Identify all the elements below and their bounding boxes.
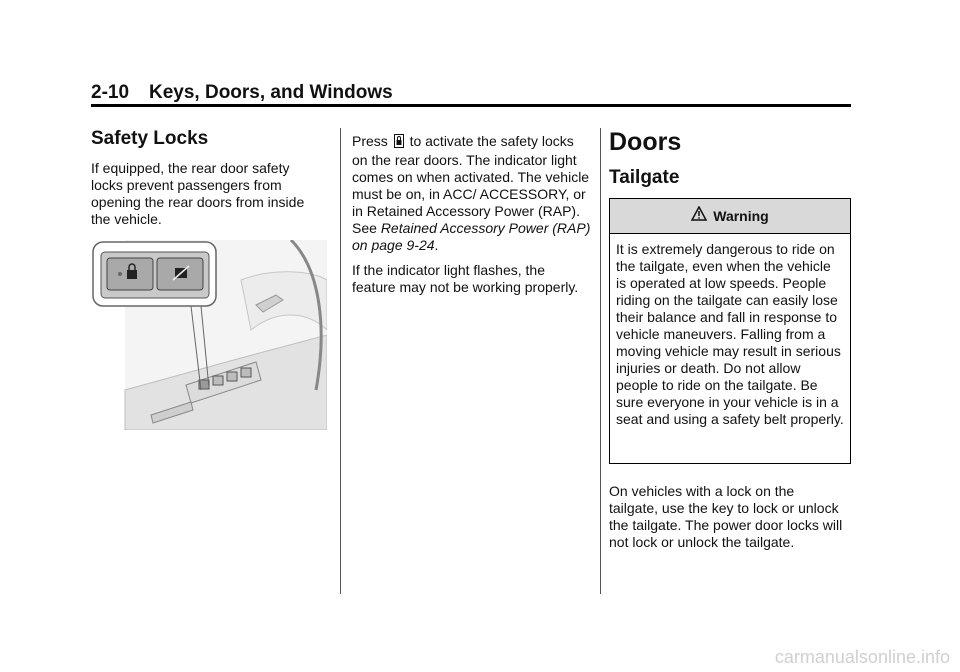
safety-lock-illustration [91, 240, 327, 430]
safety-locks-paragraph: If equipped, the rear door safety locks prevent passengers from opening the rear doors from inside the vehicle. [91, 160, 305, 227]
doors-heading: Doors [609, 128, 682, 156]
watermark: carmanualsonline.info [774, 647, 950, 667]
column-divider [600, 128, 601, 594]
cross-reference-link[interactable]: Retained Accessory Power (RAP) on page 9-24 [352, 220, 591, 253]
warning-box [609, 198, 851, 464]
warning-title: Warning [713, 208, 769, 224]
header-rule [91, 104, 851, 107]
section-title: Keys, Doors, and Windows [149, 82, 393, 103]
column-divider [340, 128, 341, 594]
warning-text: It is extremely dangerous to ride on the tailgate, even when the vehicle is operated at low speeds. People riding on the tailgate can easily lose their balance and fall in response to vehicle maneuvers. Falling from a moving vehicle may result in serious injuries or death. Do not allow people to ride on the tailgate. Be sure everyone in your vehicle is in a seat and using a safety belt properly. [616, 241, 844, 427]
tailgate-heading: Tailgate [609, 167, 680, 188]
page-number: 2-10 [91, 82, 130, 103]
warning-header [610, 199, 850, 234]
warning-triangle-icon [691, 206, 707, 226]
safety-locks-heading: Safety Locks [91, 128, 209, 149]
safety-locks-instructions: Press to activate the safety locks on the rear doors. The indicator light comes on when activated. The vehicle must be on, in ACC/ ACCESSORY, or in Retained Accessory Power (RAP). See Retained Accessory Power (RAP) on page 9-24. If the indicator light flashes, the feature may not be working properly. [352, 133, 591, 295]
page-header [91, 82, 393, 104]
window-lock-icon [173, 266, 189, 280]
tailgate-paragraph: On vehicles with a lock on the tailgate, use the key to lock or unlock the tailgate. The power door locks will not lock or unlock the tailgate. [609, 483, 843, 550]
child-lock-icon [394, 134, 404, 152]
